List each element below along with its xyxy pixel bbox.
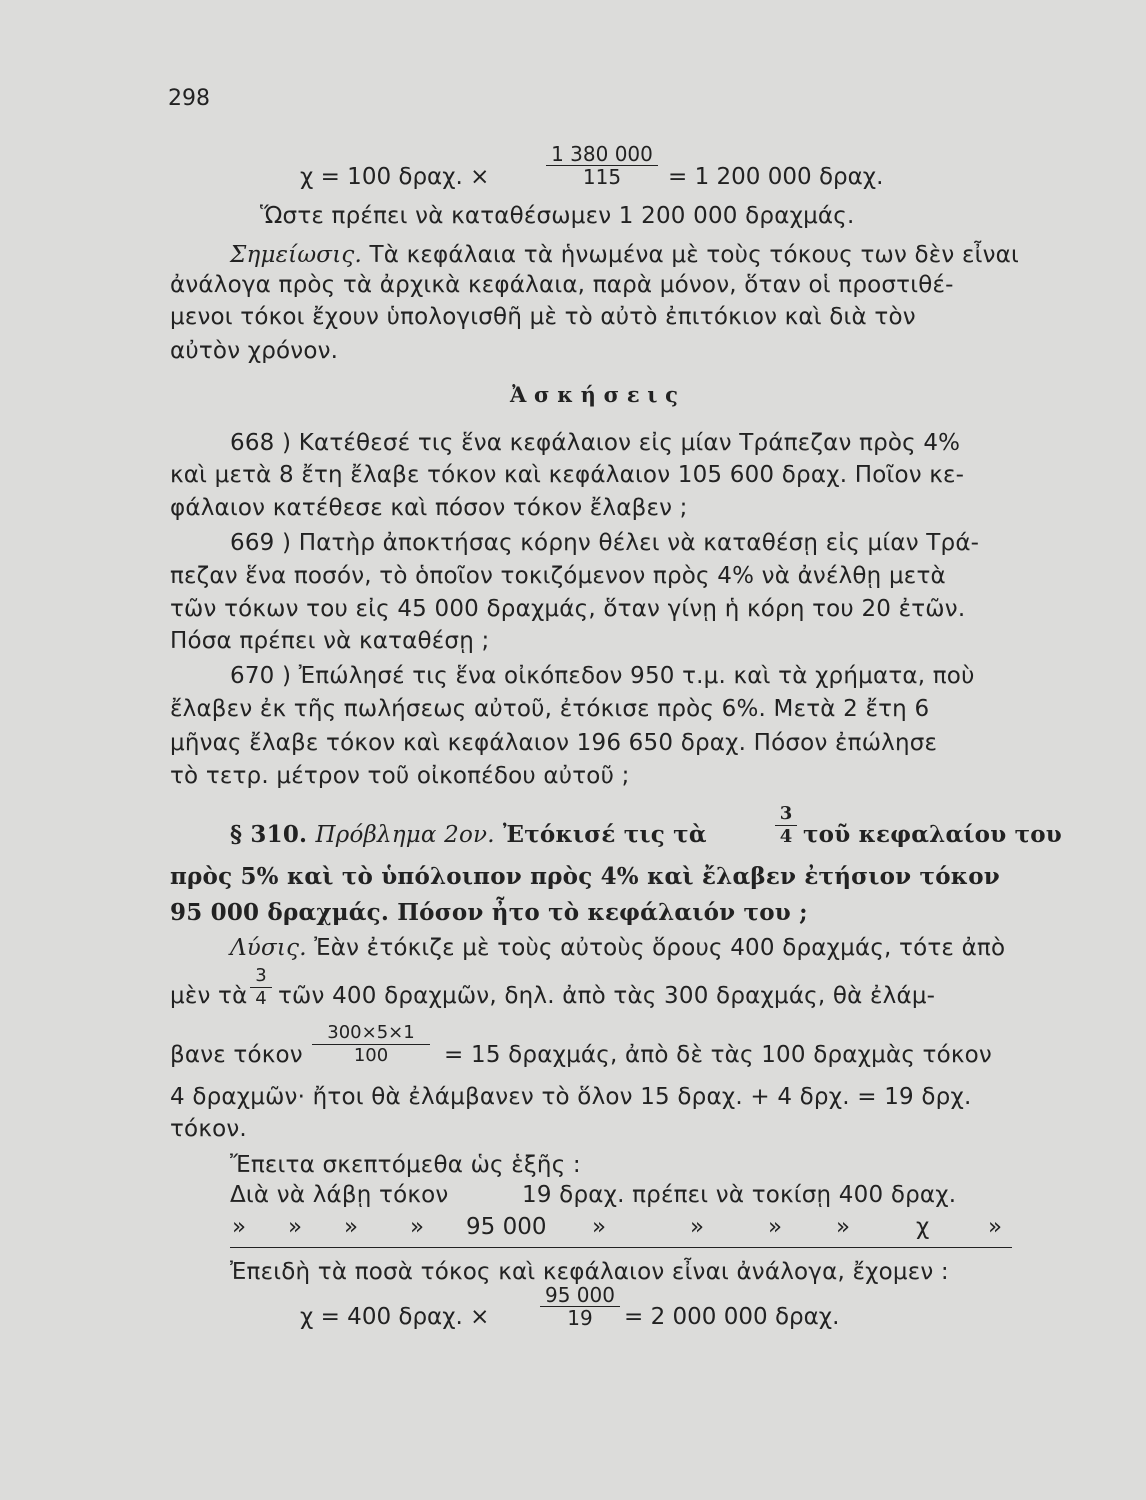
ditto-mark: » [836, 1214, 851, 1240]
ditto-mark: » [768, 1214, 783, 1240]
solution-line-1: Λύσις. Ἐὰν ἐτόκιζε μὲ τοὺς αὐτοὺς ὅρους 400 δραχμάς, τότε ἀπὸ [230, 935, 1006, 961]
solution-label: Λύσις. [230, 935, 307, 961]
ex668-line-3: φάλαιον κατέθεσε καὶ πόσον τόκον ἔλαβεν ; [170, 495, 688, 521]
problem-name: Πρόβλημα 2ον. [315, 822, 495, 848]
solution-line-2-end: τῶν 400 δραχμῶν, δηλ. ἀπὸ τὰς 300 δραχμάς, θὰ ἐλάμ- [278, 983, 936, 1009]
problem-line-1-end: τοῦ κεφαλαίου του [803, 821, 1062, 848]
ditto-mark: » [988, 1214, 1003, 1240]
problem-line-1: § 310. Πρόβλημα 2ον. Ἐτόκισέ τις τὰ [230, 821, 707, 848]
ditto-mark: » [288, 1214, 303, 1240]
ditto-mark: » [410, 1214, 425, 1240]
final-statement: Ἐπειδὴ τὰ ποσὰ τόκος καὶ κεφάλαιον εἶναι ἀνάλογα, ἔχομεν : [230, 1259, 949, 1285]
ex669-line-1: 669 ) Πατὴρ ἀποκτήσας κόρην θέλει νὰ καταθέσῃ εἰς μίαν Τρά- [230, 530, 980, 556]
eq1-denominator: 115 [582, 165, 622, 189]
remark-line-3: μενοι τόκοι ἔχουν ὑπολογισθῆ μὲ τὸ αὐτὸ ἐπιτόκιον καὶ διὰ τὸν [170, 304, 916, 330]
conclusion-line: Ὥστε πρέπει νὰ καταθέσωμεν 1 200 000 δραχμάς. [260, 203, 855, 229]
ex670-line-2: ἔλαβεν ἐκ τῆς πωλήσεως αὐτοῦ, ἐτόκισε πρὸς 6%. Μετὰ 2 ἔτη 6 [170, 696, 930, 722]
proportion-underline [230, 1247, 1012, 1248]
ditto-mark: » [344, 1214, 359, 1240]
problem-fraction: 3 4 [775, 803, 797, 848]
proportion-row-1-values: 19 δραχ. πρέπει νὰ τοκίσῃ 400 δραχ. [522, 1182, 957, 1208]
problem-line-3: 95 000 δραχμάς. Πόσον ἦτο τὸ κεφάλαιόν του ; [170, 899, 808, 926]
eq2-rhs: = 2 000 000 δραχ. [624, 1304, 840, 1330]
eq1-fraction [546, 143, 658, 188]
ex670-line-1: 670 ) Ἐπώλησέ τις ἕνα οἰκόπεδον 950 τ.μ. καὶ τὰ χρήματα, ποὺ [230, 663, 975, 689]
ditto-mark: » [232, 1214, 247, 1240]
eq2-numerator: 95 000 [545, 1283, 615, 1307]
solution-fraction-300x5x1: 300×5×1 100 [312, 1022, 430, 1067]
ditto-mark: » [592, 1214, 607, 1240]
proportion-row-1-label: Διὰ νὰ λάβῃ τόκον [230, 1182, 449, 1208]
problem-line-2: πρὸς 5% καὶ τὸ ὑπόλοιπον πρὸς 4% καὶ ἔλαβεν ἐτήσιον τόκον [170, 863, 1000, 890]
remark-line-1: Σημείωσις. Τὰ κεφάλαια τὰ ἡνωμένα μὲ τοὺς τόκους των δὲν εἶναι [230, 242, 1019, 268]
proportion-row-2-unknown: χ [916, 1214, 930, 1240]
solution-line-4: 4 δραχμῶν· ἤτοι θὰ ἐλάμβανεν τὸ ὅλον 15 δραχ. + 4 δρχ. = 19 δρχ. [170, 1084, 972, 1110]
ex670-line-4: τὸ τετρ. μέτρον τοῦ οἰκοπέδου αὐτοῦ ; [170, 763, 630, 789]
section-number: § 310. [230, 821, 316, 848]
remark-line-2: ἀνάλογα πρὸς τὰ ἀρχικὰ κεφάλαια, παρὰ μόνον, ὅταν οἱ προστιθέ- [170, 272, 954, 298]
ex669-line-3: τῶν τόκων του εἰς 45 000 δραχμάς, ὅταν γίνῃ ἡ κόρη του 20 ἐτῶν. [170, 596, 966, 622]
solution-line-3-start: βανε τόκον [170, 1042, 303, 1068]
proportion-row-2-value: 95 000 [466, 1214, 547, 1240]
ex669-line-4: Πόσα πρέπει νὰ καταθέσῃ ; [170, 628, 490, 654]
eq2-fraction [540, 1284, 620, 1329]
eq1-numerator: 1 380 000 [551, 142, 653, 166]
eq1-rhs: = 1 200 000 δραχ. [668, 164, 884, 190]
remark-label: Σημείωσις. [230, 242, 363, 268]
solution-line-3-end: = 15 δραχμάς, ἀπὸ δὲ τὰς 100 δραχμὰς τόκον [444, 1042, 992, 1068]
solution-line-2-start: μὲν τὰ [170, 983, 248, 1009]
ex669-line-2: πεζαν ἕνα ποσόν, τὸ ὁποῖον τοκιζόμενον πρὸς 4% νὰ ἀνέλθῃ μετὰ [170, 563, 946, 589]
ex670-line-3: μῆνας ἔλαβε τόκον καὶ κεφάλαιον 196 650 δραχ. Πόσον ἐπώλησε [170, 730, 938, 756]
ditto-mark: » [690, 1214, 705, 1240]
eq2-denominator: 19 [567, 1306, 593, 1330]
eq1-lhs: χ = 100 δραχ. × [300, 164, 490, 190]
exercises-heading: Ἀ σ κ ή σ ε ι ς [510, 382, 679, 407]
ex668-line-2: καὶ μετὰ 8 ἔτη ἔλαβε τόκον καὶ κεφάλαιον 105 600 δραχ. Ποῖον κε- [170, 462, 965, 488]
remark-line-4: αὐτὸν χρόνον. [170, 338, 339, 364]
solution-line-5: τόκον. [170, 1116, 247, 1142]
eq2-lhs: χ = 400 δραχ. × [300, 1304, 490, 1330]
solution-line-6: Ἔπειτα σκεπτόμεθα ὡς ἑξῆς : [230, 1152, 581, 1178]
page-number: 298 [168, 86, 210, 111]
solution-fraction-3-4: 3 4 [250, 965, 272, 1010]
ex668-line-1: 668 ) Κατέθεσέ τις ἕνα κεφάλαιον εἰς μίαν Τράπεζαν πρὸς 4% [230, 430, 961, 456]
